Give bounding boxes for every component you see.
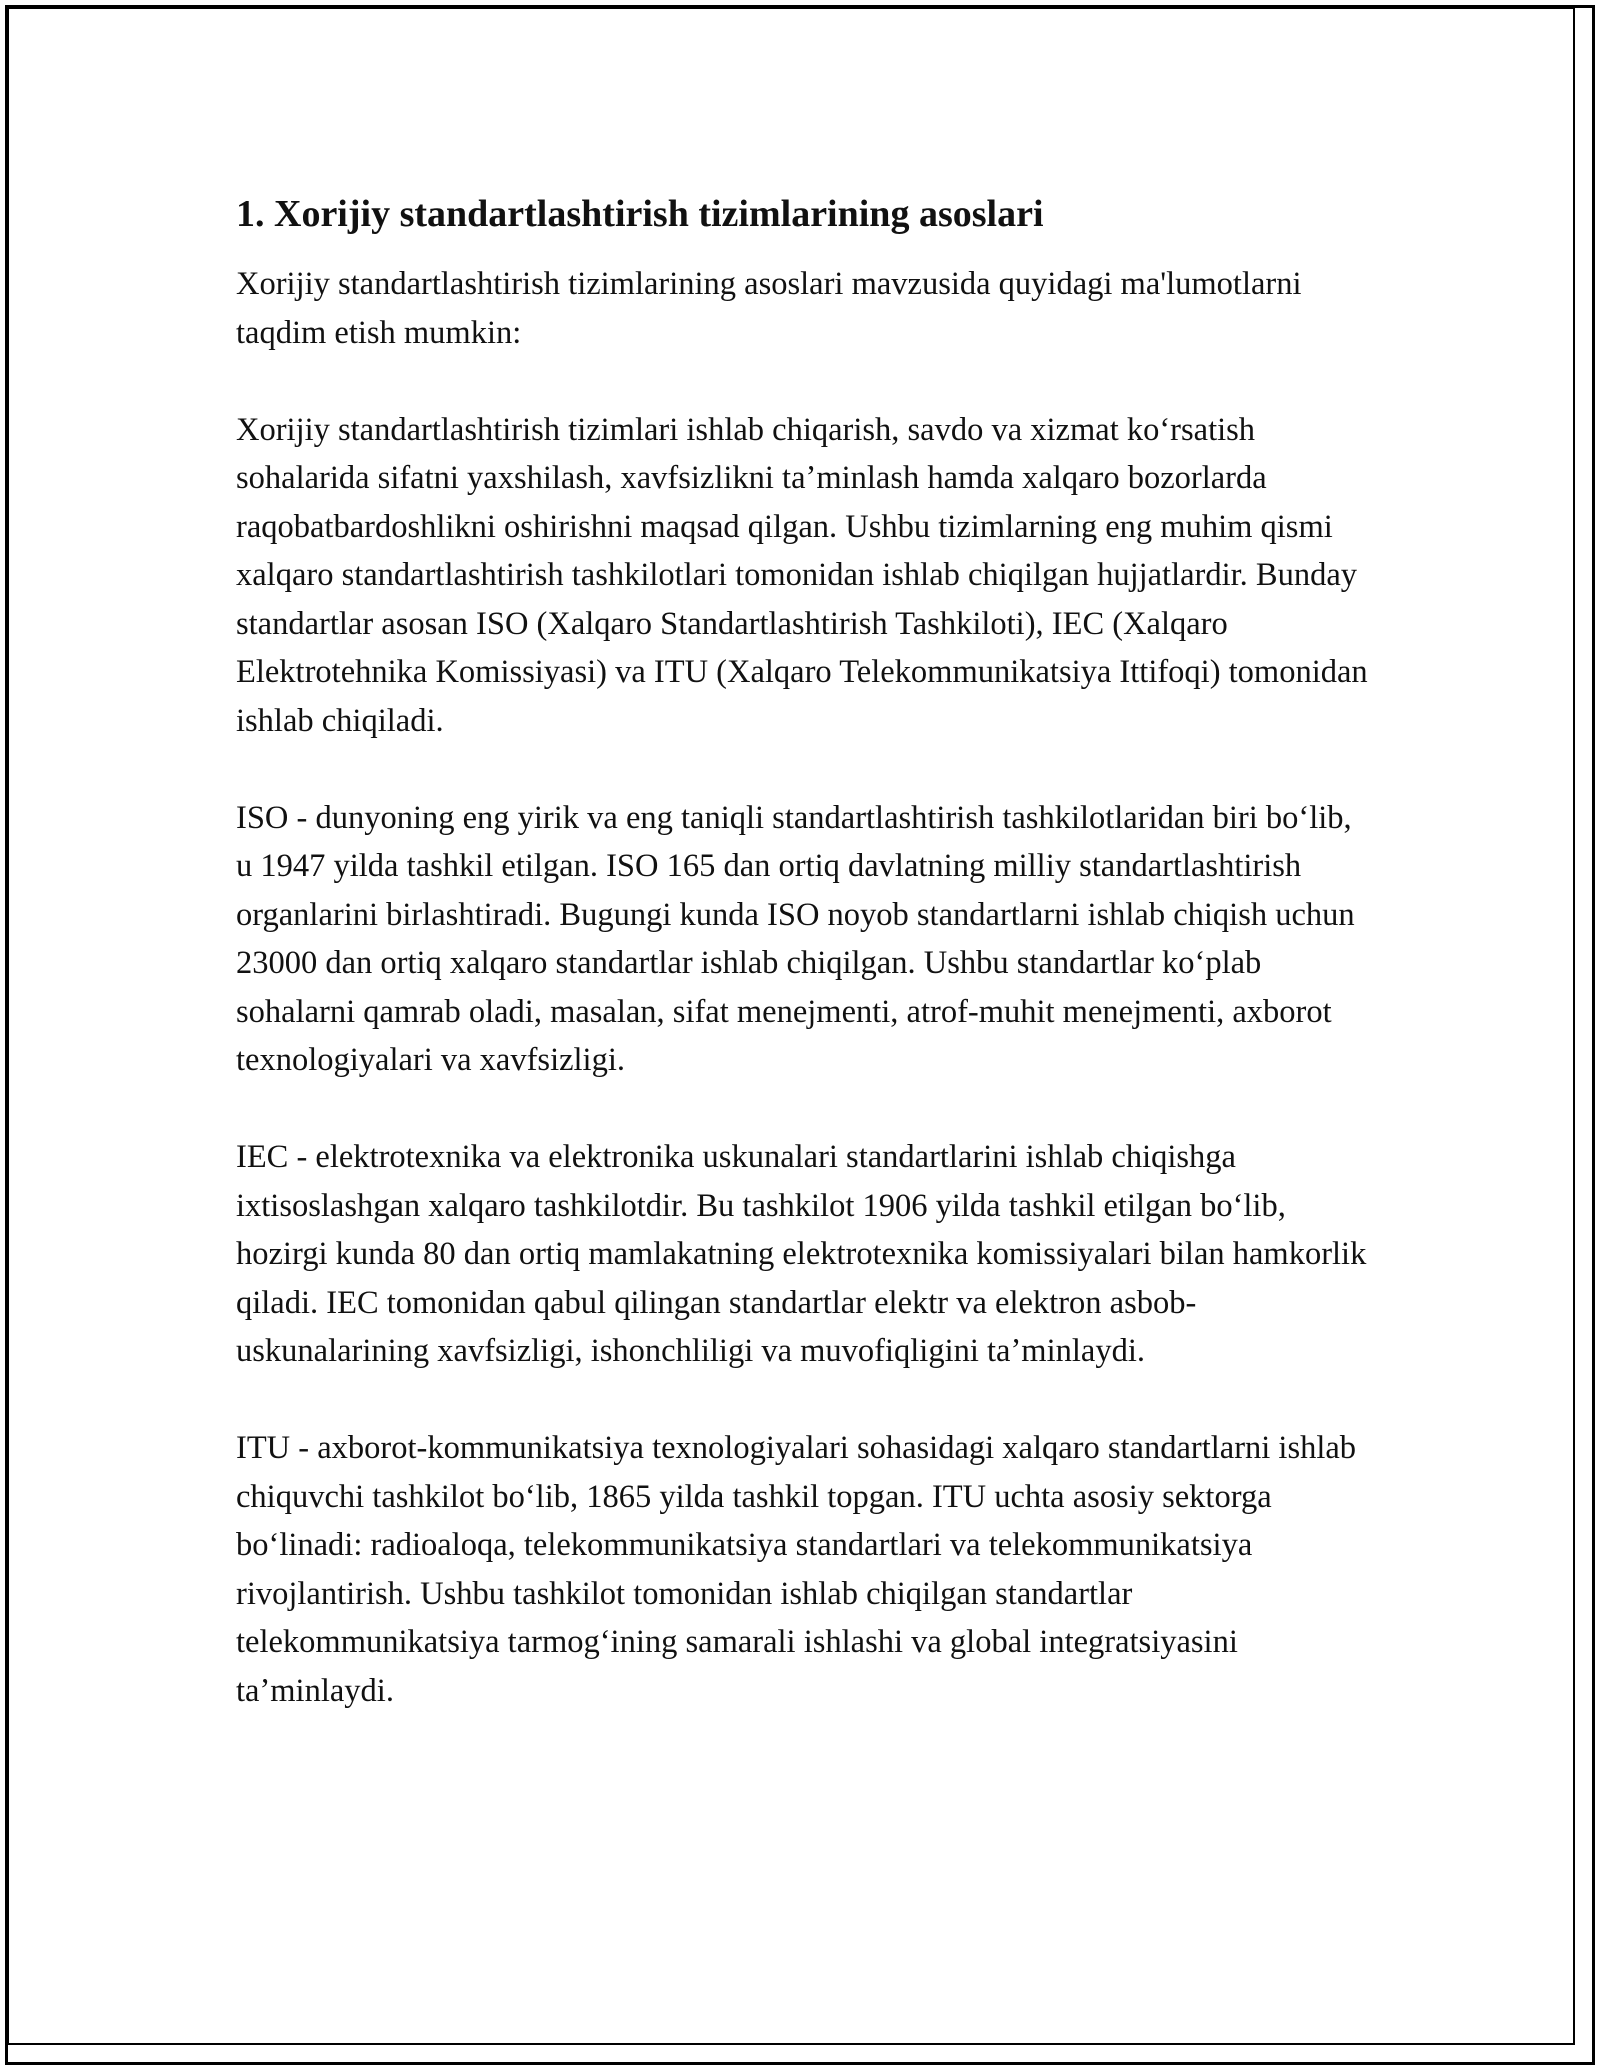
iec-paragraph: IEC - elektrotexnika va elektronika uskunalari standartlarini ishlab chiqishga ixtisoslashgan xalqaro tashkilotdir. Bu tashkilot 1906 yilda tashkil etilgan boʻlib, hozirgi kunda 80 dan ortiq mamlakatning elektrotexnika komissiyalari bilan hamkorlik qiladi. IEC tomonidan qabul qilingan standartlar elektr va elektron asbob-uskunalarining xavfsizligi, ishonchliligi va muvofiqligini taʼminlaydi. [236, 1139, 1367, 1369]
overview-paragraph: Xorijiy standartlashtirish tizimlari ishlab chiqarish, savdo va xizmat koʻrsatish sohalarida sifatni yaxshilash, xavfsizlikni taʼminlash hamda xalqaro bozorlarda raqobatbardoshlikni oshirishni maqsad qilgan. Ushbu tizimlarning eng muhim qismi xalqaro standartlashtirish tashkilotlari tomonidan ishlab chiqilgan hujjatlardir. Bunday standartlar asosan ISO (Xalqaro Standartlashtirish Tashkiloti), IEC (Xalqaro Elektrotehnika Komissiyasi) va ITU (Xalqaro Telekommunikatsiya Ittifoqi) tomonidan ishlab chiqiladi. [236, 411, 1368, 739]
intro-paragraph: Xorijiy standartlashtirish tizimlarining asoslari mavzusida quyidagi ma'lumotlarni taqdim etish mumkin: [236, 266, 1302, 351]
iso-paragraph: ISO - dunyoning eng yirik va eng taniqli standartlashtirish tashkilotlaridan biri boʻlib, u 1947 yilda tashkil etilgan. ISO 165 dan ortiq davlatning milliy standartlashtirish organlarini birlashtiradi. Bugungi kunda ISO noyob standartlarni ishlab chiqish uchun 23000 dan ortiq xalqaro standartlar ishlab chiqilgan. Ushbu standartlar koʻplab sohalarni qamrab oladi, masalan, sifat menejmenti, atrof-muhit menejmenti, axborot texnologiyalari va xavfsizligi. [236, 799, 1355, 1078]
document-body [236, 186, 1376, 1764]
section-title: 1. Xorijiy standartlashtirish tizimlarining asoslari [236, 193, 1044, 235]
itu-paragraph: ITU - axborot-kommunikatsiya texnologiyalari sohasidagi xalqaro standartlarni ishlab chiquvchi tashkilot boʻlib, 1865 yilda tashkil topgan. ITU uchta asosiy sektorga boʻlinadi: radioaloqa, telekommunikatsiya standartlari va telekommunikatsiya rivojlantirish. Ushbu tashkilot tomonidan ishlab chiqilgan standartlar telekommunikatsiya tarmogʻining samarali ishlashi va global integratsiyasini taʼminlaydi. [236, 1430, 1357, 1709]
